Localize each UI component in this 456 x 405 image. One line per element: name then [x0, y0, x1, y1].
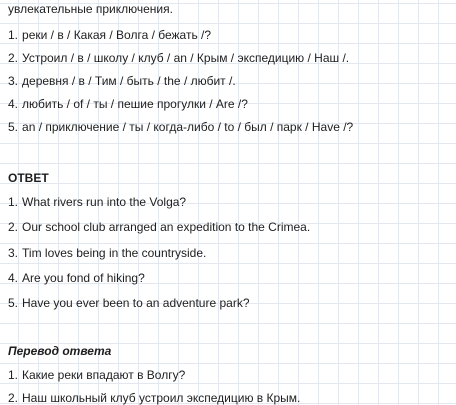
answer-item: [8, 195, 186, 209]
exercise-text: любить / of / ты / пешие прогулки / Are /?: [22, 97, 248, 111]
answer-item: [8, 271, 145, 285]
exercise-item: [8, 51, 349, 65]
answer-text: Have you ever been to an adventure park?: [22, 296, 250, 310]
exercise-text: an / приключение / ты / когда-либо / to / был / парк / Have /?: [22, 120, 354, 134]
exercise-number: 3.: [8, 74, 19, 88]
translation-number: 2.: [8, 391, 19, 405]
exercise-number: 1.: [8, 28, 19, 42]
exercise-item: [8, 97, 248, 111]
translation-text: Наш школьный клуб устроил экспедицию в Крым.: [22, 391, 301, 405]
exercise-number: 5.: [8, 120, 19, 134]
translation-heading: Перевод ответа: [8, 344, 112, 358]
translation-text: Какие реки впадают в Волгу?: [22, 368, 186, 382]
answer-number: 3.: [8, 246, 19, 260]
exercise-item: [8, 74, 236, 88]
exercise-item: [8, 120, 353, 134]
answer-text: What rivers run into the Volga?: [22, 195, 187, 209]
translation-item: [8, 368, 185, 382]
translation-item: [8, 391, 300, 405]
answer-item: [8, 246, 206, 260]
exercise-number: 2.: [8, 51, 19, 65]
answer-number: 4.: [8, 271, 19, 285]
intro-text: увлекательные приключения.: [8, 2, 173, 16]
answer-item: [8, 296, 250, 310]
answer-number: 2.: [8, 220, 19, 234]
exercise-text: Устроил / в / школу / клуб / an / Крым / экспедицию / Наш /.: [22, 51, 350, 65]
answer-heading: ОТВЕТ: [8, 171, 49, 185]
answer-number: 1.: [8, 195, 19, 209]
answer-number: 5.: [8, 296, 19, 310]
exercise-text: деревня / в / Тим / быть / the / любит /.: [22, 74, 236, 88]
exercise-item: [8, 28, 211, 42]
translation-number: 1.: [8, 368, 19, 382]
answer-text: Tim loves being in the countryside.: [22, 246, 207, 260]
exercise-text: реки / в / Какая / Волга / бежать /?: [22, 28, 212, 42]
exercise-number: 4.: [8, 97, 19, 111]
answer-text: Our school club arranged an expedition to the Crimea.: [22, 220, 311, 234]
answer-item: [8, 220, 310, 234]
answer-text: Are you fond of hiking?: [22, 271, 145, 285]
